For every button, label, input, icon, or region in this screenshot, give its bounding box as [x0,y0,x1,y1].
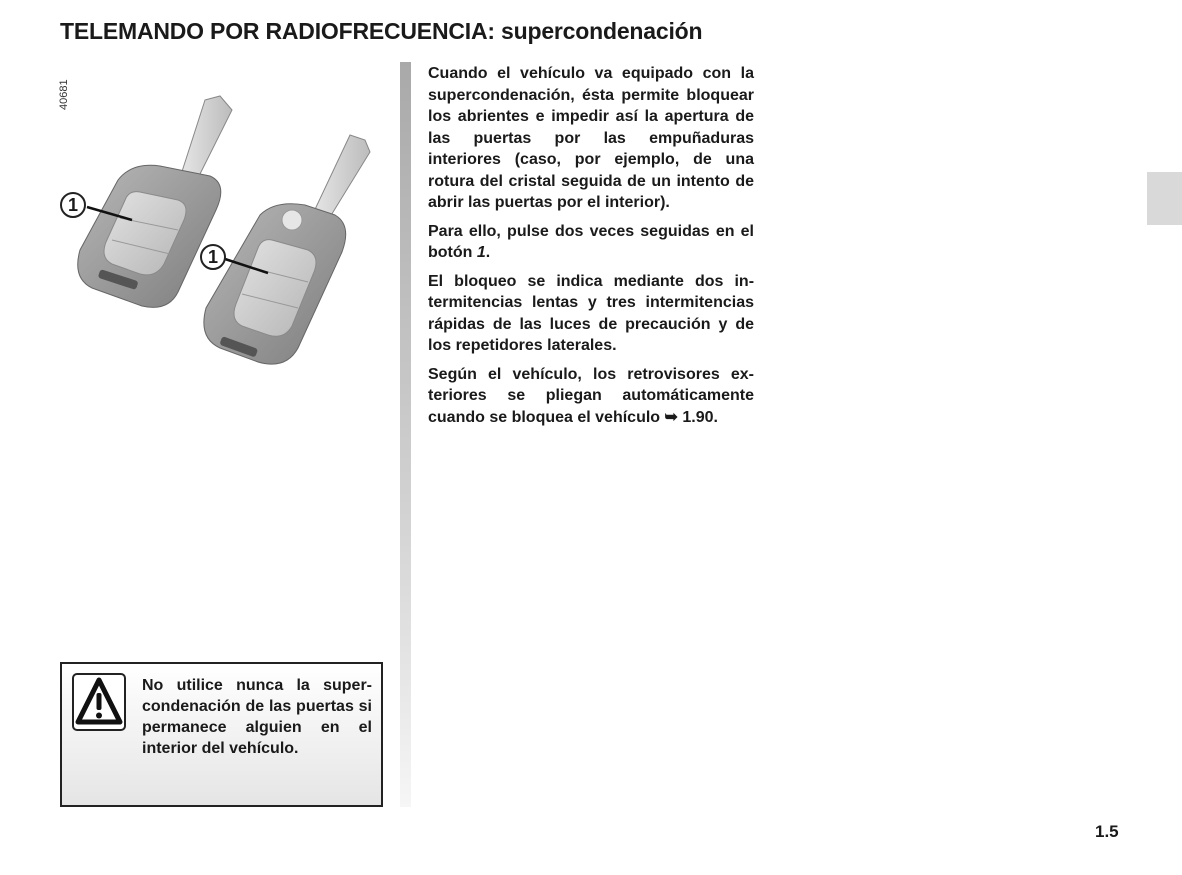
figure-id: 40681 [58,79,70,110]
warning-triangle-icon [72,673,126,731]
page-title [60,18,702,45]
title-main: TELEMANDO POR RADIOFRECUENCIA: [60,18,495,44]
title-sub: supercondenación [501,18,703,44]
page-number: 1.5 [1095,822,1119,841]
bold-tres: tres [606,294,636,311]
body-text [428,63,754,435]
arrow-reference-icon: ➥ [664,408,678,426]
chapter-tab [1147,172,1182,225]
callout-1-left: 1 [60,192,86,218]
key-illustration [60,80,380,380]
column-divider [400,62,411,807]
paragraph-3: El bloqueo se indica mediante dos intermitencias lentas y tres intermitencias rápidas de las luces de precaución y de los repetidores laterales. [428,272,755,354]
bold-dos: dos [694,272,724,290]
paragraph-2: Para ello, pulse dos veces seguidas en el botón 1. [428,222,754,261]
callout-1-right: 1 [200,244,226,270]
page-reference-link[interactable]: 1.90. [682,408,718,426]
button-reference: 1 [476,244,486,261]
warning-text: No utilice nunca la supercondenación de las puertas si permanece alguien en el interior del vehículo. [142,677,372,757]
warning-box [60,662,383,807]
remote-keys-icon [60,80,380,380]
paragraph-4: Según el vehículo, los retrovisores exteriores se pliegan automáticamente cuando se bloquea el vehículo ➥ 1.90. [428,365,754,426]
paragraph-1: Cuando el vehículo va equipado con la supercondenación, ésta permite bloquear los abrientes e impedir así la apertura de las puertas por las empuñaduras interiores (caso, por ejemplo, de una rotura del cristal seguida de un intento de abrir las puertas por el interior). [428,65,754,211]
